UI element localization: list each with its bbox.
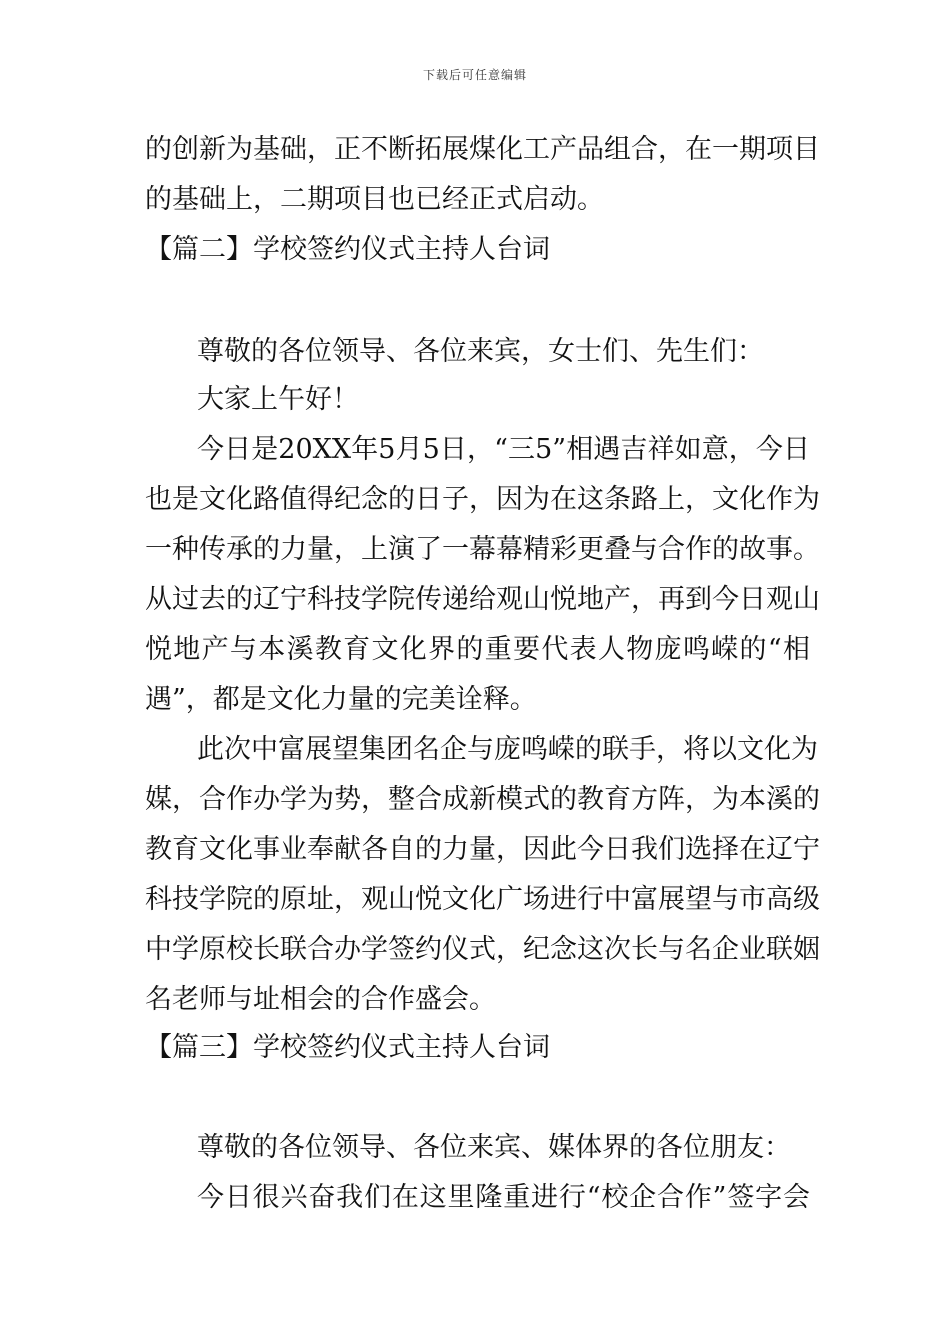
paragraph-line: 科技学院的原址，观山悦文化广场进行中富展望与市高级 [145, 884, 820, 915]
paragraph-line: 教育文化事业奉献各自的力量，因此今日我们选择在辽宁 [145, 834, 820, 865]
paragraph-line: 中学原校长联合办学签约仪式，纪念这次长与名企业联姻 [145, 934, 820, 965]
paragraph-line: 也是文化路值得纪念的日子，因为在这条路上，文化作为 [145, 484, 820, 515]
paragraph-line: 媒，合作办学为势，整合成新模式的教育方阵，为本溪的 [145, 784, 820, 815]
paragraph-line: 遇”，都是文化力量的完美诠释。 [145, 684, 537, 715]
greeting: 大家上午好！ [197, 384, 359, 415]
paragraph-line: 此次中富展望集团名企与庞鸣嵘的联手，将以文化为 [197, 734, 818, 765]
salutation: 尊敬的各位领导、各位来宾，女士们、先生们： [197, 336, 764, 367]
paragraph-line: 从过去的辽宁科技学院传递给观山悦地产，再到今日观山 [145, 584, 820, 615]
section-heading: 【篇二】学校签约仪式主持人台词 [145, 234, 550, 265]
paragraph-line: 的基础上，二期项目也已经正式启动。 [145, 184, 604, 215]
paragraph-line: 一种传承的力量，上演了一幕幕精彩更叠与合作的故事。 [145, 534, 820, 565]
paragraph-line: 的创新为基础，正不断拓展煤化工产品组合，在一期项目 [145, 134, 820, 165]
section-heading: 【篇三】学校签约仪式主持人台词 [145, 1032, 550, 1063]
paragraph-line: 名老师与址相会的合作盛会。 [145, 984, 496, 1015]
header-note: 下载后可任意编辑 [422, 68, 527, 82]
paragraph-line: 悦地产与本溪教育文化界的重要代表人物庞鸣嵘的“相 [145, 634, 810, 665]
paragraph-line: 今日很兴奋我们在这里隆重进行“校企合作”签字会 [197, 1182, 810, 1213]
paragraph-line: 今日是20XX年5月5日，“三5”相遇吉祥如意，今日 [197, 434, 810, 465]
salutation: 尊敬的各位领导、各位来宾、媒体界的各位朋友： [197, 1132, 791, 1163]
